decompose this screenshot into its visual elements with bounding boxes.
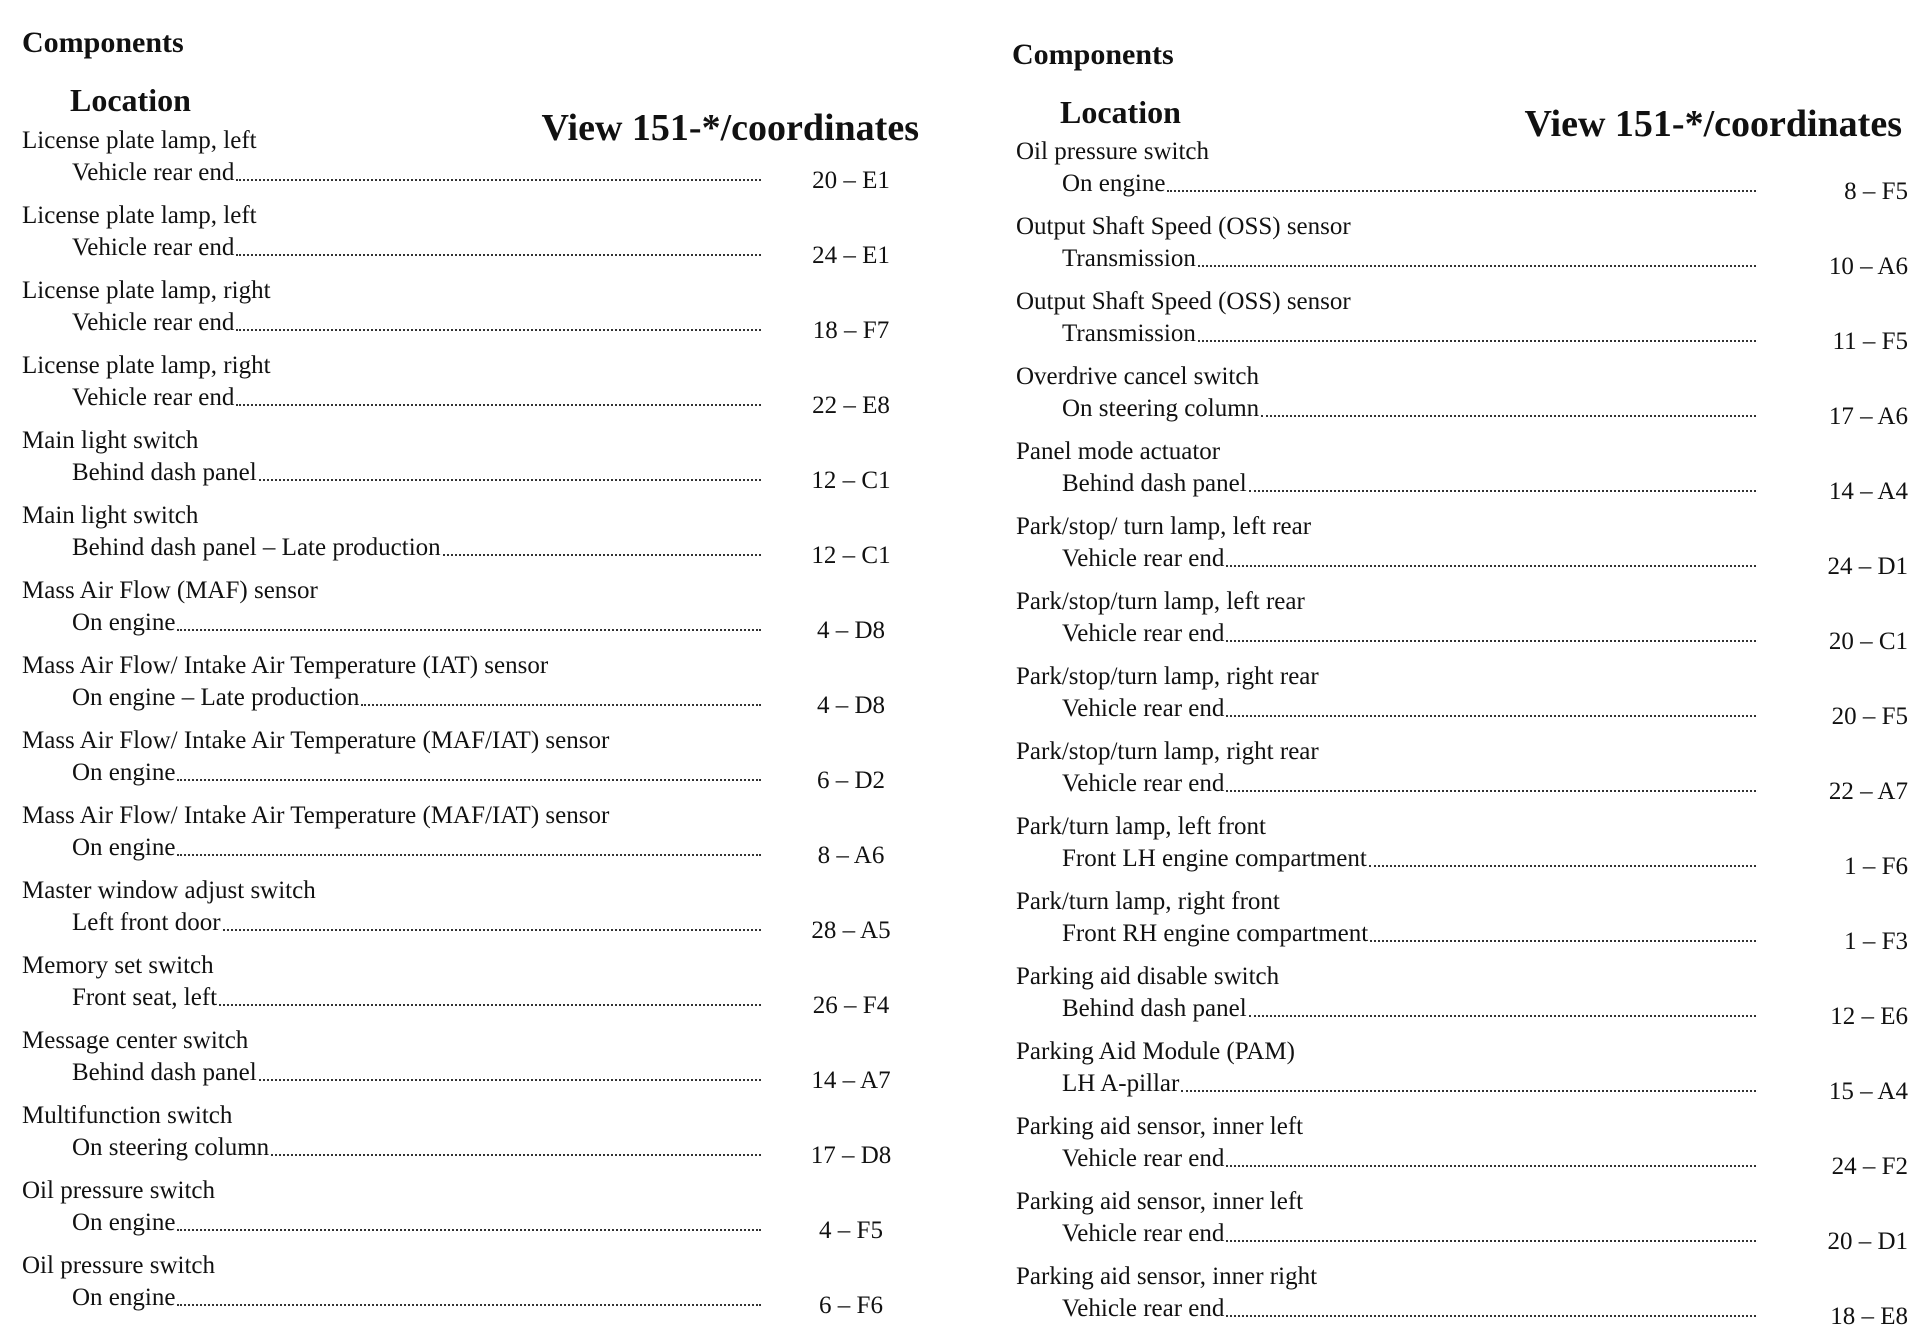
dot-leader (177, 1228, 761, 1231)
location-line (72, 758, 761, 788)
location-line (1062, 1219, 1756, 1249)
component-name: Output Shaft Speed (OSS) sensor (1016, 288, 1351, 315)
component-location: Behind dash panel (1062, 995, 1247, 1022)
location-line (1062, 1069, 1756, 1099)
view-coordinates: 20 – E1 (812, 167, 890, 194)
view-coordinates-heading: View 151-*/coordinates (1524, 103, 1902, 145)
view-coordinates: 18 – E8 (1830, 1303, 1908, 1330)
location-heading: Location (70, 82, 191, 118)
component-entry (14, 201, 919, 276)
component-entry (14, 1026, 919, 1101)
view-coordinates: 22 – E8 (812, 392, 890, 419)
dot-leader (1249, 489, 1756, 492)
dot-leader (1198, 264, 1756, 267)
view-coordinates: 4 – D8 (816, 692, 886, 719)
dot-leader (1226, 1314, 1756, 1317)
dot-leader (236, 328, 761, 331)
view-coordinates: 22 – A7 (1828, 778, 1908, 805)
component-location: Vehicle rear end (1062, 770, 1225, 797)
component-location: Behind dash panel (72, 1059, 257, 1086)
section-title: Components (22, 26, 184, 59)
location-line (72, 1283, 761, 1313)
component-name: Mass Air Flow/ Intake Air Temperature (MAF/IAT) sensor (22, 727, 610, 754)
view-coordinates: 20 – F5 (1831, 703, 1908, 730)
component-entry (1008, 1187, 1908, 1262)
location-line (72, 383, 761, 413)
view-coordinates: 12 – E6 (1830, 1003, 1908, 1030)
dot-leader (236, 253, 761, 256)
component-name: Multifunction switch (22, 1102, 233, 1129)
component-name: Park/stop/turn lamp, right rear (1016, 738, 1319, 765)
location-line (72, 533, 761, 563)
component-name: Park/stop/turn lamp, left rear (1016, 588, 1305, 615)
component-entry (1008, 362, 1908, 437)
location-heading: Location (1060, 94, 1181, 130)
component-entry (14, 126, 919, 201)
component-entry (1008, 212, 1908, 287)
component-location: On engine (72, 1284, 176, 1311)
component-entry (1008, 887, 1908, 962)
view-coordinates: 8 – F5 (1844, 178, 1908, 205)
location-line (1062, 394, 1756, 424)
view-coordinates: 17 – D8 (810, 1142, 892, 1169)
component-location: Vehicle rear end (1062, 620, 1225, 647)
component-name: Master window adjust switch (22, 877, 316, 904)
dot-leader (1226, 639, 1756, 642)
dot-leader (236, 178, 761, 181)
view-coordinates: 4 – D8 (816, 617, 886, 644)
component-entry (1008, 1262, 1908, 1337)
component-location: Behind dash panel (72, 459, 257, 486)
component-name: Mass Air Flow (MAF) sensor (22, 577, 318, 604)
location-line (1062, 1144, 1756, 1174)
view-coordinates: 26 – F4 (812, 992, 890, 1019)
location-line (72, 1133, 761, 1163)
dot-leader (1167, 189, 1756, 192)
component-location: On engine (72, 759, 176, 786)
dot-leader (1370, 939, 1756, 942)
component-entry (14, 351, 919, 426)
component-entry (14, 951, 919, 1026)
component-entry (14, 1251, 919, 1326)
location-line (1062, 769, 1756, 799)
component-name: Park/stop/turn lamp, right rear (1016, 663, 1319, 690)
view-coordinates: 28 – A5 (811, 917, 891, 944)
component-name: Output Shaft Speed (OSS) sensor (1016, 213, 1351, 240)
component-entry (1008, 662, 1908, 737)
location-line (1062, 919, 1756, 949)
component-location: On steering column (1062, 395, 1260, 422)
location-line (72, 308, 761, 338)
view-coordinates: 15 – A4 (1828, 1078, 1908, 1105)
component-entry (1008, 812, 1908, 887)
component-location: Vehicle rear end (72, 309, 235, 336)
component-name: Parking aid sensor, inner left (1016, 1113, 1304, 1140)
location-line (1062, 1294, 1756, 1324)
component-name: Overdrive cancel switch (1016, 363, 1259, 390)
dot-leader (259, 478, 761, 481)
component-location: Left front door (72, 909, 221, 936)
component-entry (14, 1176, 919, 1251)
dot-leader (1226, 1239, 1756, 1242)
location-line (72, 233, 761, 263)
component-name: Parking aid sensor, inner right (1016, 1263, 1318, 1290)
component-location: Front LH engine compartment (1062, 845, 1367, 872)
location-line (72, 908, 761, 938)
component-name: Mass Air Flow/ Intake Air Temperature (IAT) sensor (22, 652, 549, 679)
component-entry (14, 726, 919, 801)
component-location: Vehicle rear end (1062, 695, 1225, 722)
component-name: Mass Air Flow/ Intake Air Temperature (MAF/IAT) sensor (22, 802, 610, 829)
location-line (1062, 244, 1756, 274)
dot-leader (361, 703, 761, 706)
component-name: License plate lamp, right (22, 352, 271, 379)
view-coordinates: 24 – D1 (1827, 553, 1908, 580)
component-entry (1008, 137, 1908, 212)
component-location: LH A-pillar (1062, 1070, 1180, 1097)
component-name: Message center switch (22, 1027, 249, 1054)
view-coordinates: 17 – A6 (1828, 403, 1908, 430)
component-entry (14, 576, 919, 651)
view-coordinates: 20 – D1 (1827, 1228, 1908, 1255)
component-name: Oil pressure switch (22, 1252, 216, 1279)
component-entry (14, 876, 919, 951)
component-location: Front RH engine compartment (1062, 920, 1369, 947)
component-name: Parking aid sensor, inner left (1016, 1188, 1304, 1215)
component-location: On steering column (72, 1134, 270, 1161)
location-line (1062, 469, 1756, 499)
component-list (1008, 137, 1908, 1337)
view-coordinates: 20 – C1 (1828, 628, 1908, 655)
section-title: Components (1012, 38, 1174, 71)
dot-leader (177, 1303, 761, 1306)
dot-leader (177, 853, 761, 856)
component-location: On engine (72, 609, 176, 636)
component-location: Transmission (1062, 245, 1196, 272)
location-line (72, 833, 761, 863)
right-column (1008, 0, 1908, 1344)
component-location: On engine (1062, 170, 1166, 197)
location-line (72, 1058, 761, 1088)
location-line (1062, 544, 1756, 574)
component-entry (14, 501, 919, 576)
view-coordinates: 1 – F3 (1844, 928, 1908, 955)
component-name: Memory set switch (22, 952, 214, 979)
view-coordinates: 24 – E1 (812, 242, 890, 269)
view-coordinates: 18 – F7 (812, 317, 890, 344)
component-entry (14, 426, 919, 501)
component-name: Oil pressure switch (22, 1177, 216, 1204)
location-line (1062, 844, 1756, 874)
component-location: Transmission (1062, 320, 1196, 347)
component-location: On engine (72, 1209, 176, 1236)
view-coordinates: 24 – F2 (1831, 1153, 1908, 1180)
component-entry (1008, 1037, 1908, 1112)
view-coordinates: 12 – C1 (811, 467, 891, 494)
dot-leader (443, 553, 761, 556)
component-name: Main light switch (22, 427, 199, 454)
dot-leader (236, 403, 761, 406)
view-coordinates: 11 – F5 (1832, 328, 1908, 355)
location-line (72, 158, 761, 188)
component-entry (1008, 287, 1908, 362)
dot-leader (1198, 339, 1756, 342)
dot-leader (1226, 714, 1756, 717)
component-location: Vehicle rear end (1062, 545, 1225, 572)
location-line (72, 458, 761, 488)
dot-leader (1181, 1089, 1756, 1092)
dot-leader (271, 1153, 761, 1156)
component-entry (1008, 512, 1908, 587)
dot-leader (177, 778, 761, 781)
component-entry (1008, 437, 1908, 512)
component-location: On engine (72, 834, 176, 861)
component-name: Oil pressure switch (1016, 138, 1210, 165)
component-name: Parking aid disable switch (1016, 963, 1280, 990)
component-entry (1008, 587, 1908, 662)
component-list (14, 126, 919, 1326)
left-column (14, 0, 919, 1344)
component-entry (14, 276, 919, 351)
component-location: Behind dash panel (1062, 470, 1247, 497)
component-name: Park/stop/ turn lamp, left rear (1016, 513, 1312, 540)
component-name: Park/turn lamp, left front (1016, 813, 1266, 840)
view-coordinates-heading: View 151-*/coordinates (541, 107, 919, 149)
dot-leader (1261, 414, 1756, 417)
dot-leader (177, 628, 761, 631)
dot-leader (223, 928, 761, 931)
dot-leader (1249, 1014, 1756, 1017)
component-entry (14, 651, 919, 726)
location-line (72, 683, 761, 713)
dot-leader (1369, 864, 1756, 867)
dot-leader (259, 1078, 761, 1081)
view-coordinates: 14 – A7 (811, 1067, 891, 1094)
dot-leader (1226, 1164, 1756, 1167)
location-line (72, 983, 761, 1013)
view-coordinates: 6 – F6 (819, 1292, 883, 1319)
component-entry (1008, 737, 1908, 812)
component-location: Behind dash panel – Late production (72, 534, 441, 561)
view-coordinates: 1 – F6 (1844, 853, 1908, 880)
component-location: On engine – Late production (72, 684, 360, 711)
component-entry (14, 801, 919, 876)
dot-leader (1226, 789, 1756, 792)
component-name: Parking Aid Module (PAM) (1016, 1038, 1295, 1065)
component-name: Park/turn lamp, right front (1016, 888, 1280, 915)
component-name: License plate lamp, left (22, 127, 257, 154)
location-line (1062, 319, 1756, 349)
component-location: Vehicle rear end (1062, 1220, 1225, 1247)
component-location: Vehicle rear end (1062, 1295, 1225, 1322)
component-entry (14, 1101, 919, 1176)
view-coordinates: 6 – D2 (816, 767, 886, 794)
view-coordinates: 4 – F5 (819, 1217, 883, 1244)
view-coordinates: 8 – A6 (817, 842, 885, 869)
location-line (1062, 994, 1756, 1024)
location-line (72, 1208, 761, 1238)
view-coordinates: 10 – A6 (1828, 253, 1908, 280)
component-name: Main light switch (22, 502, 199, 529)
component-location: Vehicle rear end (72, 384, 235, 411)
component-name: License plate lamp, left (22, 202, 257, 229)
component-entry (1008, 962, 1908, 1037)
dot-leader (219, 1003, 761, 1006)
component-name: License plate lamp, right (22, 277, 271, 304)
component-location: Vehicle rear end (72, 159, 235, 186)
view-coordinates: 12 – C1 (811, 542, 891, 569)
location-line (1062, 169, 1756, 199)
component-name: Panel mode actuator (1016, 438, 1221, 465)
dot-leader (1226, 564, 1756, 567)
view-coordinates: 14 – A4 (1828, 478, 1908, 505)
location-line (1062, 694, 1756, 724)
location-line (1062, 619, 1756, 649)
location-line (72, 608, 761, 638)
component-entry (1008, 1112, 1908, 1187)
component-location: Front seat, left (72, 984, 218, 1011)
component-location: Vehicle rear end (72, 234, 235, 261)
component-location: Vehicle rear end (1062, 1145, 1225, 1172)
